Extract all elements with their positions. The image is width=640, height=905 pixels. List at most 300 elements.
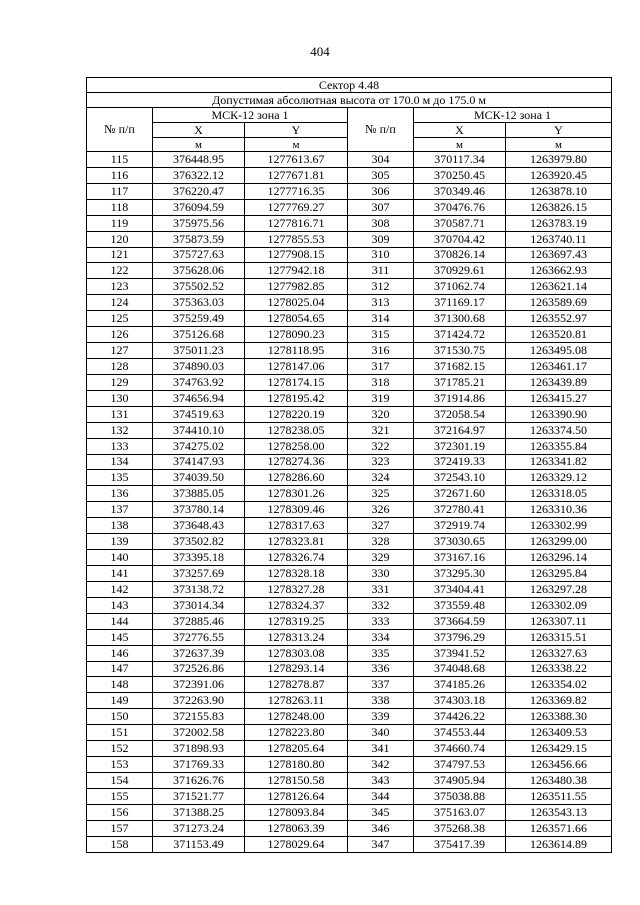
row-number-right: 336 — [348, 661, 414, 677]
x-coordinate-right: 370704.42 — [414, 231, 506, 247]
y-coordinate-left: 1277982.85 — [245, 279, 348, 295]
table-row — [87, 343, 612, 359]
y-coordinate-left: 1278317.63 — [245, 518, 348, 534]
row-number-left: 145 — [87, 629, 153, 645]
row-number-left: 149 — [87, 693, 153, 709]
x-coordinate-left: 371626.76 — [153, 772, 245, 788]
row-number-right: 316 — [348, 343, 414, 359]
x-coordinate-left: 372637.39 — [153, 645, 245, 661]
y-coordinate-left: 1278063.39 — [245, 820, 348, 836]
x-coordinate-right: 371530.75 — [414, 343, 506, 359]
row-number-left: 125 — [87, 311, 153, 327]
row-number-left: 154 — [87, 772, 153, 788]
x-coordinate-left: 372885.46 — [153, 613, 245, 629]
row-number-right: 346 — [348, 820, 414, 836]
table-row — [87, 693, 612, 709]
table-row — [87, 263, 612, 279]
y-coordinate-right: 1263826.15 — [506, 199, 612, 215]
x-coordinate-left: 371388.25 — [153, 804, 245, 820]
table-row — [87, 534, 612, 550]
y-coordinate-right: 1263878.10 — [506, 183, 612, 199]
y-coordinate-left: 1278323.81 — [245, 534, 348, 550]
x-coordinate-right: 372919.74 — [414, 518, 506, 534]
y-coordinate-left: 1278147.06 — [245, 358, 348, 374]
row-number-left: 122 — [87, 263, 153, 279]
x-coordinate-right: 373664.59 — [414, 613, 506, 629]
y-coordinate-left: 1277769.27 — [245, 199, 348, 215]
table-row — [87, 629, 612, 645]
y-coordinate-right: 1263302.99 — [506, 518, 612, 534]
row-number-right: 322 — [348, 438, 414, 454]
x-coordinate-left: 375628.06 — [153, 263, 245, 279]
table-row — [87, 390, 612, 406]
y-coordinate-left: 1278126.64 — [245, 788, 348, 804]
row-number-right: 309 — [348, 231, 414, 247]
y-coordinate-left: 1277855.53 — [245, 231, 348, 247]
row-number-left: 128 — [87, 358, 153, 374]
x-coordinate-left: 376448.95 — [153, 152, 245, 168]
x-coordinate-right: 371062.74 — [414, 279, 506, 295]
row-number-right: 320 — [348, 406, 414, 422]
y-coordinate-right: 1263355.84 — [506, 438, 612, 454]
x-coordinate-right: 374797.53 — [414, 757, 506, 773]
x-coordinate-right: 371300.68 — [414, 311, 506, 327]
y-coordinate-left: 1278180.80 — [245, 757, 348, 773]
row-number-left: 120 — [87, 231, 153, 247]
y-coordinate-right: 1263341.82 — [506, 454, 612, 470]
row-number-left: 141 — [87, 565, 153, 581]
row-number-left: 142 — [87, 581, 153, 597]
x-coordinate-left: 376094.59 — [153, 199, 245, 215]
x-unit-right: м — [414, 138, 506, 152]
row-number-right: 342 — [348, 757, 414, 773]
x-coordinate-right: 371169.17 — [414, 295, 506, 311]
x-coordinate-right: 372780.41 — [414, 502, 506, 518]
row-number-right: 341 — [348, 741, 414, 757]
x-coordinate-left: 374763.92 — [153, 374, 245, 390]
table-row — [87, 757, 612, 773]
zone-header-right: МСК-12 зона 1 — [414, 108, 612, 123]
y-coordinate-left: 1277671.81 — [245, 167, 348, 183]
table-row — [87, 565, 612, 581]
y-coordinate-right: 1263480.38 — [506, 772, 612, 788]
row-number-left: 118 — [87, 199, 153, 215]
y-coordinate-left: 1278150.58 — [245, 772, 348, 788]
row-number-left: 148 — [87, 677, 153, 693]
row-number-left: 138 — [87, 518, 153, 534]
row-number-right: 328 — [348, 534, 414, 550]
row-number-left: 121 — [87, 247, 153, 263]
x-coordinate-left: 371769.33 — [153, 757, 245, 773]
row-number-right: 333 — [348, 613, 414, 629]
y-coordinate-left: 1277816.71 — [245, 215, 348, 231]
row-number-left: 157 — [87, 820, 153, 836]
coordinates-table — [86, 77, 612, 853]
x-coordinate-left: 375975.56 — [153, 215, 245, 231]
x-coordinate-right: 371424.72 — [414, 327, 506, 343]
y-coordinate-right: 1263388.30 — [506, 709, 612, 725]
row-number-right: 325 — [348, 486, 414, 502]
y-coordinate-right: 1263315.51 — [506, 629, 612, 645]
y-unit-left: м — [245, 138, 348, 152]
row-number-left: 146 — [87, 645, 153, 661]
x-coordinate-right: 374553.44 — [414, 725, 506, 741]
x-coordinate-left: 371898.93 — [153, 741, 245, 757]
y-coordinate-right: 1263740.11 — [506, 231, 612, 247]
x-coordinate-left: 374890.03 — [153, 358, 245, 374]
row-number-right: 340 — [348, 725, 414, 741]
row-number-left: 143 — [87, 597, 153, 613]
y-header-left: Y — [245, 123, 348, 138]
row-number-right: 312 — [348, 279, 414, 295]
row-number-left: 155 — [87, 788, 153, 804]
table-row — [87, 295, 612, 311]
x-coordinate-right: 373295.30 — [414, 565, 506, 581]
row-number-right: 305 — [348, 167, 414, 183]
y-coordinate-right: 1263571.66 — [506, 820, 612, 836]
x-coordinate-left: 374410.10 — [153, 422, 245, 438]
x-coordinate-left: 375502.52 — [153, 279, 245, 295]
row-number-right: 318 — [348, 374, 414, 390]
y-coordinate-right: 1263329.12 — [506, 470, 612, 486]
y-coordinate-right: 1263299.00 — [506, 534, 612, 550]
x-unit-left: м — [153, 138, 245, 152]
y-coordinate-right: 1263302.09 — [506, 597, 612, 613]
y-coordinate-right: 1263409.53 — [506, 725, 612, 741]
x-coordinate-left: 374275.02 — [153, 438, 245, 454]
x-coordinate-right: 372164.97 — [414, 422, 506, 438]
x-coordinate-left: 373502.82 — [153, 534, 245, 550]
x-coordinate-right: 373941.52 — [414, 645, 506, 661]
row-number-left: 116 — [87, 167, 153, 183]
table-row — [87, 836, 612, 852]
table-row — [87, 327, 612, 343]
y-coordinate-left: 1278258.00 — [245, 438, 348, 454]
x-coordinate-left: 374519.63 — [153, 406, 245, 422]
table-row — [87, 247, 612, 263]
x-coordinate-left: 374656.94 — [153, 390, 245, 406]
row-number-left: 115 — [87, 152, 153, 168]
row-number-right: 332 — [348, 597, 414, 613]
y-coordinate-left: 1278313.24 — [245, 629, 348, 645]
x-coordinate-left: 374039.50 — [153, 470, 245, 486]
y-coordinate-left: 1277716.35 — [245, 183, 348, 199]
y-coordinate-left: 1277613.67 — [245, 152, 348, 168]
y-coordinate-right: 1263318.05 — [506, 486, 612, 502]
table-row — [87, 788, 612, 804]
table-row — [87, 613, 612, 629]
x-coordinate-right: 375163.07 — [414, 804, 506, 820]
y-coordinate-right: 1263439.89 — [506, 374, 612, 390]
row-number-right: 338 — [348, 693, 414, 709]
y-coordinate-left: 1278263.11 — [245, 693, 348, 709]
row-number-right: 323 — [348, 454, 414, 470]
row-number-right: 335 — [348, 645, 414, 661]
row-number-left: 131 — [87, 406, 153, 422]
row-number-left: 129 — [87, 374, 153, 390]
zone-header-left: МСК-12 зона 1 — [153, 108, 348, 123]
y-coordinate-right: 1263979.80 — [506, 152, 612, 168]
sector-title: Сектор 4.48 — [87, 78, 612, 93]
table-row — [87, 804, 612, 820]
row-number-left: 137 — [87, 502, 153, 518]
row-number-right: 306 — [348, 183, 414, 199]
y-coordinate-left: 1278223.80 — [245, 725, 348, 741]
row-number-right: 337 — [348, 677, 414, 693]
y-coordinate-right: 1263296.14 — [506, 550, 612, 566]
table-row — [87, 518, 612, 534]
row-number-left: 134 — [87, 454, 153, 470]
y-coordinate-left: 1278025.04 — [245, 295, 348, 311]
row-number-left: 158 — [87, 836, 153, 852]
y-coordinate-left: 1277908.15 — [245, 247, 348, 263]
x-coordinate-left: 373138.72 — [153, 581, 245, 597]
x-coordinate-right: 370117.34 — [414, 152, 506, 168]
row-number-left: 130 — [87, 390, 153, 406]
table-row — [87, 231, 612, 247]
x-coordinate-right: 370587.71 — [414, 215, 506, 231]
table-row — [87, 358, 612, 374]
y-coordinate-left: 1277942.18 — [245, 263, 348, 279]
x-coordinate-right: 372301.19 — [414, 438, 506, 454]
y-coordinate-left: 1278327.28 — [245, 581, 348, 597]
table-row — [87, 725, 612, 741]
x-coordinate-right: 374426.22 — [414, 709, 506, 725]
y-coordinate-right: 1263307.11 — [506, 613, 612, 629]
y-coordinate-right: 1263415.27 — [506, 390, 612, 406]
y-coordinate-right: 1263495.08 — [506, 343, 612, 359]
row-number-right: 310 — [348, 247, 414, 263]
y-coordinate-left: 1278248.00 — [245, 709, 348, 725]
row-number-right: 315 — [348, 327, 414, 343]
x-header-left: X — [153, 123, 245, 138]
y-coordinate-right: 1263390.90 — [506, 406, 612, 422]
row-number-right: 308 — [348, 215, 414, 231]
table-row — [87, 183, 612, 199]
x-coordinate-right: 374303.18 — [414, 693, 506, 709]
x-coordinate-right: 370349.46 — [414, 183, 506, 199]
y-coordinate-right: 1263621.14 — [506, 279, 612, 295]
y-coordinate-right: 1263338.22 — [506, 661, 612, 677]
x-coordinate-right: 372671.60 — [414, 486, 506, 502]
table-row — [87, 581, 612, 597]
row-number-right: 326 — [348, 502, 414, 518]
row-number-left: 132 — [87, 422, 153, 438]
y-coordinate-right: 1263662.93 — [506, 263, 612, 279]
y-coordinate-left: 1278309.46 — [245, 502, 348, 518]
row-number-left: 152 — [87, 741, 153, 757]
table-row — [87, 820, 612, 836]
row-number-right: 321 — [348, 422, 414, 438]
x-coordinate-left: 373885.05 — [153, 486, 245, 502]
x-coordinate-right: 373559.48 — [414, 597, 506, 613]
y-coordinate-left: 1278090.23 — [245, 327, 348, 343]
table-row — [87, 661, 612, 677]
table-row — [87, 311, 612, 327]
row-number-header-right: № п/п — [348, 108, 414, 152]
y-coordinate-left: 1278278.87 — [245, 677, 348, 693]
x-coordinate-left: 372263.90 — [153, 693, 245, 709]
table-row — [87, 502, 612, 518]
x-coordinate-right: 373404.41 — [414, 581, 506, 597]
row-number-left: 136 — [87, 486, 153, 502]
table-row — [87, 454, 612, 470]
row-number-right: 330 — [348, 565, 414, 581]
y-coordinate-right: 1263461.17 — [506, 358, 612, 374]
x-coordinate-left: 373395.18 — [153, 550, 245, 566]
row-number-right: 317 — [348, 358, 414, 374]
y-coordinate-left: 1278324.37 — [245, 597, 348, 613]
row-number-left: 147 — [87, 661, 153, 677]
row-number-right: 314 — [348, 311, 414, 327]
x-coordinate-left: 373648.43 — [153, 518, 245, 534]
row-number-right: 307 — [348, 199, 414, 215]
x-coordinate-right: 371914.86 — [414, 390, 506, 406]
row-number-right: 344 — [348, 788, 414, 804]
row-number-right: 329 — [348, 550, 414, 566]
y-coordinate-right: 1263511.55 — [506, 788, 612, 804]
x-coordinate-left: 375126.68 — [153, 327, 245, 343]
row-number-left: 135 — [87, 470, 153, 486]
x-coordinate-left: 372776.55 — [153, 629, 245, 645]
table-row — [87, 677, 612, 693]
row-number-right: 345 — [348, 804, 414, 820]
table-row — [87, 406, 612, 422]
y-coordinate-left: 1278220.19 — [245, 406, 348, 422]
row-number-right: 339 — [348, 709, 414, 725]
y-coordinate-right: 1263354.02 — [506, 677, 612, 693]
row-number-left: 133 — [87, 438, 153, 454]
row-number-left: 126 — [87, 327, 153, 343]
x-coordinate-right: 375038.88 — [414, 788, 506, 804]
table-row — [87, 550, 612, 566]
row-number-right: 334 — [348, 629, 414, 645]
table-row — [87, 279, 612, 295]
row-number-left: 127 — [87, 343, 153, 359]
row-number-right: 343 — [348, 772, 414, 788]
table-row — [87, 167, 612, 183]
x-coordinate-left: 375727.63 — [153, 247, 245, 263]
row-number-header-left: № п/п — [87, 108, 153, 152]
row-number-right: 327 — [348, 518, 414, 534]
x-coordinate-right: 374048.68 — [414, 661, 506, 677]
y-coordinate-right: 1263543.13 — [506, 804, 612, 820]
y-coordinate-left: 1278319.25 — [245, 613, 348, 629]
x-coordinate-left: 373014.34 — [153, 597, 245, 613]
x-coordinate-left: 376322.12 — [153, 167, 245, 183]
x-coordinate-left: 372155.83 — [153, 709, 245, 725]
table-row — [87, 597, 612, 613]
y-coordinate-right: 1263697.43 — [506, 247, 612, 263]
table-row — [87, 199, 612, 215]
row-number-left: 119 — [87, 215, 153, 231]
y-coordinate-right: 1263456.66 — [506, 757, 612, 773]
y-coordinate-left: 1278286.60 — [245, 470, 348, 486]
x-coordinate-right: 371682.15 — [414, 358, 506, 374]
table-row — [87, 741, 612, 757]
table-row — [87, 486, 612, 502]
row-number-right: 331 — [348, 581, 414, 597]
x-coordinate-right: 374660.74 — [414, 741, 506, 757]
y-coordinate-left: 1278195.42 — [245, 390, 348, 406]
row-number-right: 313 — [348, 295, 414, 311]
x-header-right: X — [414, 123, 506, 138]
table-row — [87, 772, 612, 788]
x-coordinate-right: 370250.45 — [414, 167, 506, 183]
y-coordinate-left: 1278303.08 — [245, 645, 348, 661]
y-header-right: Y — [506, 123, 612, 138]
x-coordinate-right: 372419.33 — [414, 454, 506, 470]
x-coordinate-right: 375268.38 — [414, 820, 506, 836]
y-coordinate-left: 1278054.65 — [245, 311, 348, 327]
x-coordinate-left: 371273.24 — [153, 820, 245, 836]
y-coordinate-left: 1278093.84 — [245, 804, 348, 820]
x-coordinate-left: 372391.06 — [153, 677, 245, 693]
table-row — [87, 470, 612, 486]
y-coordinate-left: 1278029.64 — [245, 836, 348, 852]
y-coordinate-right: 1263327.63 — [506, 645, 612, 661]
row-number-right: 311 — [348, 263, 414, 279]
x-coordinate-left: 372002.58 — [153, 725, 245, 741]
y-coordinate-right: 1263295.84 — [506, 565, 612, 581]
table-row — [87, 438, 612, 454]
y-coordinate-right: 1263520.81 — [506, 327, 612, 343]
table-body — [87, 152, 612, 853]
row-number-left: 151 — [87, 725, 153, 741]
row-number-left: 150 — [87, 709, 153, 725]
x-coordinate-left: 374147.93 — [153, 454, 245, 470]
y-coordinate-right: 1263374.50 — [506, 422, 612, 438]
x-coordinate-right: 375417.39 — [414, 836, 506, 852]
row-number-left: 156 — [87, 804, 153, 820]
y-unit-right: м — [506, 138, 612, 152]
x-coordinate-left: 372526.86 — [153, 661, 245, 677]
row-number-left: 124 — [87, 295, 153, 311]
y-coordinate-right: 1263429.15 — [506, 741, 612, 757]
x-coordinate-right: 374185.26 — [414, 677, 506, 693]
x-coordinate-left: 375011.23 — [153, 343, 245, 359]
y-coordinate-right: 1263310.36 — [506, 502, 612, 518]
y-coordinate-right: 1263297.28 — [506, 581, 612, 597]
x-coordinate-left: 373780.14 — [153, 502, 245, 518]
table-row — [87, 215, 612, 231]
y-coordinate-left: 1278238.05 — [245, 422, 348, 438]
x-coordinate-right: 370929.61 — [414, 263, 506, 279]
row-number-left: 117 — [87, 183, 153, 199]
x-coordinate-left: 371521.77 — [153, 788, 245, 804]
row-number-left: 139 — [87, 534, 153, 550]
row-number-left: 123 — [87, 279, 153, 295]
y-coordinate-left: 1278274.36 — [245, 454, 348, 470]
y-coordinate-right: 1263783.19 — [506, 215, 612, 231]
x-coordinate-right: 370826.14 — [414, 247, 506, 263]
y-coordinate-left: 1278301.26 — [245, 486, 348, 502]
x-coordinate-left: 375363.03 — [153, 295, 245, 311]
table-row — [87, 709, 612, 725]
row-number-left: 153 — [87, 757, 153, 773]
table-row — [87, 374, 612, 390]
y-coordinate-right: 1263369.82 — [506, 693, 612, 709]
row-number-left: 144 — [87, 613, 153, 629]
table-row — [87, 422, 612, 438]
x-coordinate-right: 373030.65 — [414, 534, 506, 550]
x-coordinate-right: 371785.21 — [414, 374, 506, 390]
x-coordinate-left: 376220.47 — [153, 183, 245, 199]
x-coordinate-left: 375259.49 — [153, 311, 245, 327]
row-number-right: 347 — [348, 836, 414, 852]
x-coordinate-left: 375873.59 — [153, 231, 245, 247]
y-coordinate-left: 1278174.15 — [245, 374, 348, 390]
